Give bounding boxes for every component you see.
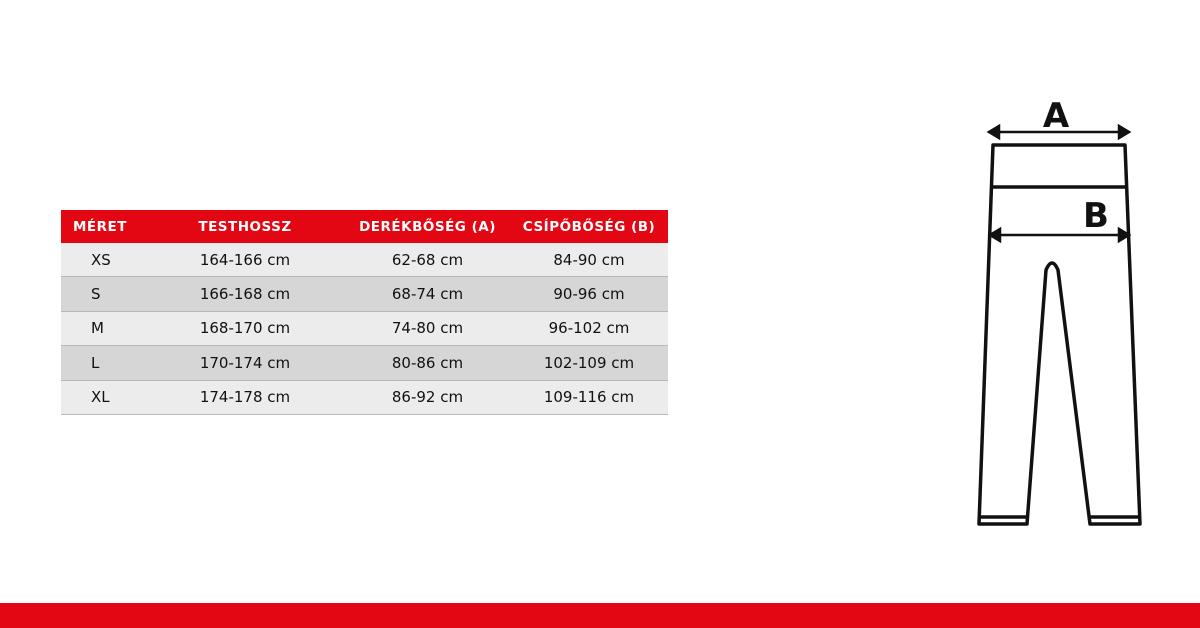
cell-size: XS — [91, 250, 111, 269]
cell-waist: 74-80 cm — [391, 319, 464, 338]
cell-height: 170-174 cm — [199, 353, 291, 372]
table-header — [61, 210, 668, 243]
cell-waist: 68-74 cm — [391, 285, 464, 304]
cell-size: L — [91, 353, 100, 372]
label-a: A — [1042, 96, 1070, 136]
cell-waist: 86-92 cm — [391, 388, 464, 407]
cell-size: M — [91, 319, 104, 338]
cell-hip: 90-96 cm — [553, 285, 625, 304]
cell-hip: 96-102 cm — [548, 319, 630, 338]
cell-size: XL — [91, 388, 110, 407]
cell-height: 166-168 cm — [199, 285, 291, 304]
header-hip: CSÍPŐBŐSÉG (B) — [522, 218, 656, 235]
table-row — [61, 243, 668, 277]
size-chart-table — [61, 210, 668, 415]
header-size: MÉRET — [73, 218, 127, 235]
header-body-length: TESTHOSSZ — [198, 218, 292, 235]
table-row — [61, 312, 668, 346]
pants-outline — [979, 145, 1140, 524]
table-row — [61, 346, 668, 380]
cell-waist: 62-68 cm — [391, 250, 464, 269]
table-row — [61, 277, 668, 311]
header-waist: DERÉKBŐSÉG (A) — [359, 218, 496, 235]
pants-measurement-diagram — [970, 92, 1150, 542]
cell-height: 164-166 cm — [199, 250, 291, 269]
cell-height: 174-178 cm — [199, 388, 291, 407]
arrow-a-right-head — [1119, 126, 1129, 138]
cell-height: 168-170 cm — [199, 319, 291, 338]
cell-hip: 109-116 cm — [543, 388, 635, 407]
cell-waist: 80-86 cm — [391, 353, 464, 372]
cell-hip: 102-109 cm — [543, 353, 635, 372]
bottom-accent-bar — [0, 603, 1200, 628]
cell-hip: 84-90 cm — [553, 250, 625, 269]
arrow-a-left-head — [989, 126, 999, 138]
table-row — [61, 381, 668, 415]
label-b: B — [1083, 196, 1109, 236]
cell-size: S — [91, 285, 101, 304]
